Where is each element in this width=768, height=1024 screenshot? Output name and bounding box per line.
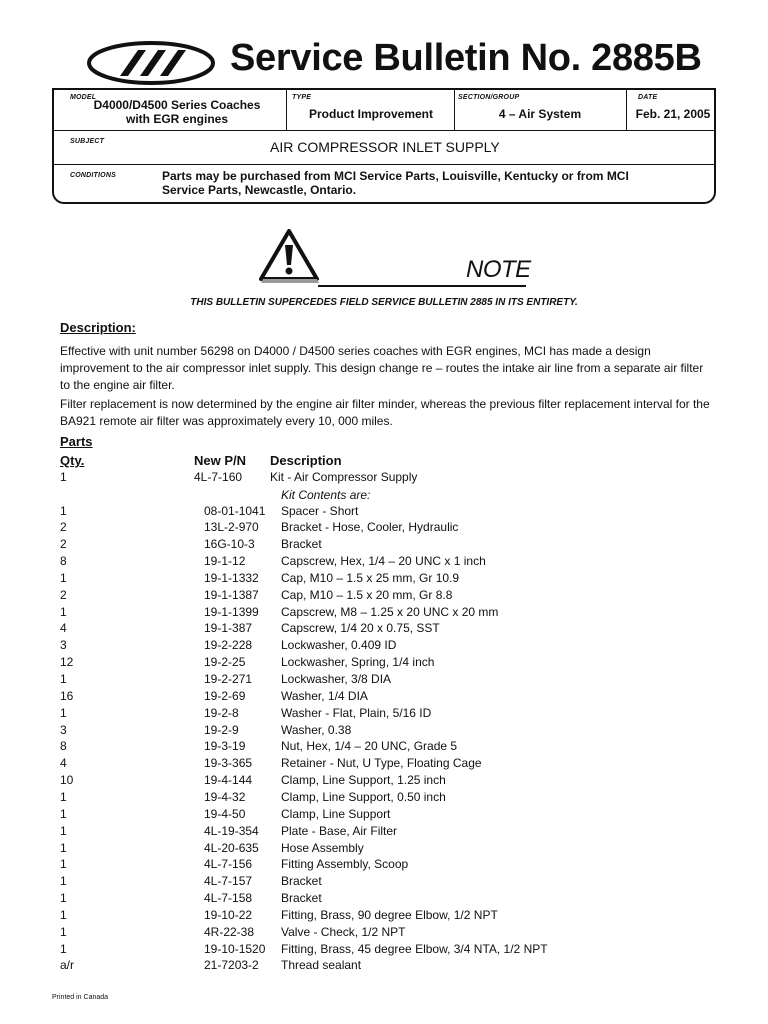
- column-header-description: Description: [270, 453, 342, 468]
- row-description: Fitting Assembly, Scoop: [281, 857, 409, 872]
- section-label: SECTION/GROUP: [458, 94, 520, 101]
- table-row: [0, 605, 768, 622]
- row-qty: 1: [60, 823, 67, 838]
- row-description: Cap, M10 – 1.5 x 25 mm, Gr 10.9: [281, 570, 460, 585]
- row-part-number: 4L-20-635: [204, 840, 259, 855]
- table-row: [0, 520, 768, 537]
- row-description: Plate - Base, Air Filter: [281, 823, 398, 838]
- divider: [454, 90, 455, 130]
- row-description: Thread sealant: [281, 958, 362, 973]
- table-row: [0, 773, 768, 790]
- divider: [54, 130, 714, 131]
- row-part-number: 19-10-1520: [204, 941, 266, 956]
- row-qty: 1: [60, 705, 67, 720]
- row-description: Clamp, Line Support, 0.50 inch: [281, 789, 446, 804]
- table-row: [0, 857, 768, 874]
- column-header-qty: Qty.: [60, 453, 85, 468]
- date-label: DATE: [638, 94, 658, 101]
- row-part-number: 19-4-144: [204, 773, 253, 788]
- description-heading: Description:: [60, 320, 136, 335]
- row-qty: a/r: [60, 958, 75, 973]
- row-description: Bracket: [281, 874, 322, 889]
- row-description: Lockwasher, 0.409 ID: [281, 638, 397, 653]
- row-description: Clamp, Line Support: [281, 806, 391, 821]
- table-row: [0, 891, 768, 908]
- row-qty: 1: [60, 604, 67, 619]
- row-qty: 3: [60, 638, 67, 653]
- conditions-line-1: Parts may be purchased from MCI Service Parts, Louisville, Kentucky or from MCI: [162, 169, 629, 183]
- table-row: [0, 588, 768, 605]
- table-row: [0, 739, 768, 756]
- row-description: Spacer - Short: [281, 503, 359, 518]
- row-part-number: 19-3-19: [204, 739, 246, 754]
- row-qty: 10: [60, 773, 74, 788]
- row-qty: 1: [60, 941, 67, 956]
- row-qty: 2: [60, 537, 67, 552]
- row-part-number: 19-1-1399: [204, 604, 259, 619]
- row-part-number: 19-2-25: [204, 655, 246, 670]
- row-description: Fitting, Brass, 45 degree Elbow, 3/4 NTA, 1/2 NPT: [281, 941, 548, 956]
- row-part-number: 19-4-32: [204, 789, 246, 804]
- mci-logo: [86, 40, 216, 86]
- row-qty: 4: [60, 621, 67, 636]
- row-part-number: 16G-10-3: [204, 537, 255, 552]
- table-row: [0, 807, 768, 824]
- row-qty: 1: [60, 806, 67, 821]
- type-value: Product Improvement: [308, 107, 434, 121]
- row-part-number: 4L-7-156: [204, 857, 253, 872]
- row-qty: 8: [60, 739, 67, 754]
- row-qty: 2: [60, 587, 67, 602]
- row-qty: 1: [60, 924, 67, 939]
- row-part-number: 19-4-50: [204, 806, 246, 821]
- row-part-number: 19-1-387: [204, 621, 253, 636]
- table-row: [0, 689, 768, 706]
- row-description: Clamp, Line Support, 1.25 inch: [281, 773, 446, 788]
- row-description: Fitting, Brass, 90 degree Elbow, 1/2 NPT: [281, 907, 498, 922]
- table-row: [0, 790, 768, 807]
- note-title: NOTE: [466, 256, 531, 283]
- conditions-line-2: Service Parts, Newcastle, Ontario.: [162, 183, 357, 197]
- row-description: Capscrew, Hex, 1/4 – 20 UNC x 1 inch: [281, 554, 486, 569]
- row-description: Washer, 1/4 DIA: [281, 688, 368, 703]
- table-row: [0, 942, 768, 959]
- bulletin-header-box: [52, 90, 716, 204]
- conditions-label: CONDITIONS: [70, 172, 116, 179]
- row-part-number: 19-2-271: [204, 672, 253, 686]
- row-qty: 1: [60, 891, 67, 906]
- table-row: [0, 756, 768, 773]
- model-value: [70, 98, 284, 126]
- section-value: 4 – Air System: [498, 107, 582, 121]
- row-qty: 1: [60, 874, 67, 889]
- table-row: [0, 874, 768, 891]
- row-description: Cap, M10 – 1.5 x 20 mm, Gr 8.8: [281, 587, 453, 602]
- table-row: [0, 672, 768, 689]
- table-row: [0, 537, 768, 554]
- supersede-notice: THIS BULLETIN SUPERCEDES FIELD SERVICE BULLETIN 2885 IN ITS ENTIRETY.: [190, 297, 578, 308]
- row-part-number: 4L-19-354: [204, 823, 259, 838]
- row-part-number: 4L-7-157: [204, 874, 253, 889]
- row-part-number: 19-1-1332: [204, 570, 259, 585]
- row-qty: 1: [60, 503, 67, 518]
- row-qty: 1: [60, 570, 67, 585]
- row-description: Hose Assembly: [281, 840, 364, 855]
- row-qty: 1: [60, 840, 67, 855]
- row-qty: 16: [60, 688, 74, 703]
- row-qty: 1: [60, 789, 67, 804]
- row-part-number: 19-3-365: [204, 756, 253, 771]
- row-qty: 1: [60, 857, 67, 872]
- table-row: [0, 841, 768, 858]
- table-row: [0, 621, 768, 638]
- row-part-number: 19-1-12: [204, 554, 246, 569]
- row-description: Valve - Check, 1/2 NPT: [281, 924, 406, 939]
- table-row: [0, 554, 768, 571]
- row-part-number: 21-7203-2: [204, 958, 259, 973]
- row-qty: 8: [60, 554, 67, 569]
- divider: [626, 90, 627, 130]
- table-row: [0, 824, 768, 841]
- bulletin-title: Service Bulletin No. 2885B: [230, 37, 702, 79]
- row-qty: 12: [60, 655, 74, 670]
- table-row: [0, 706, 768, 723]
- row-part-number: 4R-22-38: [204, 924, 255, 939]
- table-row: [0, 925, 768, 942]
- row-part-number: 19-10-22: [204, 907, 253, 922]
- row-part-number: 08-01-1041: [204, 503, 266, 518]
- column-header-part-number: New P/N: [194, 453, 247, 468]
- parts-heading: Parts: [60, 434, 93, 449]
- row-description: Lockwasher, Spring, 1/4 inch: [281, 655, 435, 670]
- row-qty: 1: [60, 672, 67, 686]
- row-description: Bracket - Hose, Cooler, Hydraulic: [281, 520, 459, 535]
- table-row: [0, 908, 768, 925]
- row-description: Washer, 0.38: [281, 722, 352, 737]
- row-qty: 1: [60, 470, 67, 484]
- model-line-2: with EGR engines: [125, 112, 228, 126]
- type-label: TYPE: [292, 94, 312, 101]
- model-line-1: D4000/D4500 Series Coaches: [93, 98, 261, 112]
- row-part-number: 19-2-9: [204, 722, 239, 737]
- table-row: [0, 638, 768, 655]
- row-part-number: 19-2-228: [204, 638, 253, 653]
- row-qty: 2: [60, 520, 67, 535]
- row-description: Capscrew, M8 – 1.25 x 20 UNC x 20 mm: [281, 604, 499, 619]
- note-rule: [318, 285, 526, 287]
- description-paragraph-1: Effective with unit number 56298 on D4000 / D4500 series coaches with EGR engines, MCI has made a design improvement to the air compressor inlet supply. This design change re – routes the intake air line from a separate air filter to the engine air filter.: [60, 344, 704, 392]
- table-row: [0, 571, 768, 588]
- row-description: Washer - Flat, Plain, 5/16 ID: [281, 705, 432, 720]
- row-part-number: 13L-2-970: [204, 520, 259, 535]
- row-part-number: 19-1-1387: [204, 587, 259, 602]
- row-qty: 1: [60, 907, 67, 922]
- row-description: Kit - Air Compressor Supply: [270, 470, 418, 484]
- table-row: [0, 504, 768, 521]
- divider: [286, 90, 287, 130]
- printed-in-footer: Printed in Canada: [52, 994, 109, 1001]
- table-row: [0, 655, 768, 672]
- row-description: Lockwasher, 3/8 DIA: [281, 672, 392, 686]
- row-qty: 3: [60, 722, 67, 737]
- row-description: Bracket: [281, 891, 322, 906]
- description-paragraph-2: Filter replacement is now determined by the engine air filter minder, whereas the previous filter replacement interval for the BA921 remote air filter was approximately every 10, 000 miles.: [60, 397, 710, 428]
- warning-icon: [258, 228, 320, 284]
- row-part-number: 4L-7-160: [194, 470, 243, 484]
- divider: [54, 164, 714, 165]
- row-description: Nut, Hex, 1/4 – 20 UNC, Grade 5: [281, 739, 458, 754]
- table-row: [0, 958, 768, 975]
- row-qty: 4: [60, 756, 67, 771]
- model-label: MODEL: [70, 94, 97, 101]
- row-description: Retainer - Nut, U Type, Floating Cage: [281, 756, 482, 771]
- table-row: [0, 723, 768, 740]
- subject-value: AIR COMPRESSOR INLET SUPPLY: [270, 139, 500, 155]
- row-part-number: 19-2-69: [204, 688, 246, 703]
- date-value: Feb. 21, 2005: [635, 107, 711, 121]
- conditions-value: [162, 169, 629, 197]
- subject-label: SUBJECT: [70, 138, 105, 145]
- row-description: Capscrew, 1/4 20 x 0.75, SST: [281, 621, 440, 636]
- row-description: Bracket: [281, 537, 322, 552]
- row-part-number: 4L-7-158: [204, 891, 253, 906]
- table-row-kit: [0, 470, 768, 487]
- kit-contents-label: Kit Contents are:: [281, 488, 371, 502]
- row-part-number: 19-2-8: [204, 705, 239, 720]
